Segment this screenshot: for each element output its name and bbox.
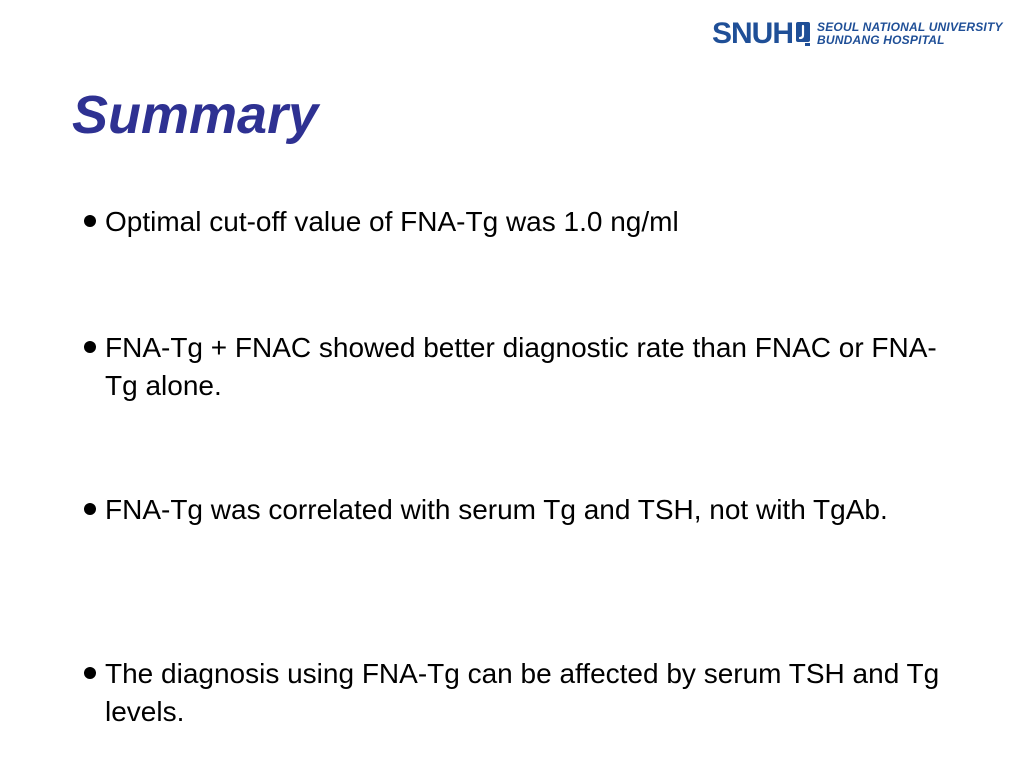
snuh-emblem-icon [795,21,811,47]
logo-hospital-name [817,21,1003,46]
bullet-text: FNA-Tg + FNAC showed better diagnostic rate than FNAC or FNA-Tg alone. [105,332,937,401]
bullet-text: FNA-Tg was correlated with serum Tg and TSH, not with TgAb. [105,494,888,525]
bullet-text: Optimal cut-off value of FNA-Tg was 1.0 ng/ml [105,206,679,237]
logo-line-hospital: BUNDANG HOSPITAL [817,33,945,47]
bullet-dot-icon [84,341,96,353]
bullet-dot-icon [84,503,96,515]
logo-line-university: SEOUL NATIONAL UNIVERSITY [817,20,1003,35]
logo-wordmark: SNUH [712,17,794,50]
bullet-dot-icon [84,667,96,679]
bullet-item [76,655,956,731]
bullet-item [76,491,956,529]
snuh-logo [712,14,1003,54]
bullet-text: The diagnosis using FNA-Tg can be affected by serum TSH and Tg levels. [105,658,940,727]
bullet-item [76,329,956,405]
bullet-item [76,203,956,241]
bullet-dot-icon [84,215,96,227]
slide-title: Summary [72,85,319,145]
